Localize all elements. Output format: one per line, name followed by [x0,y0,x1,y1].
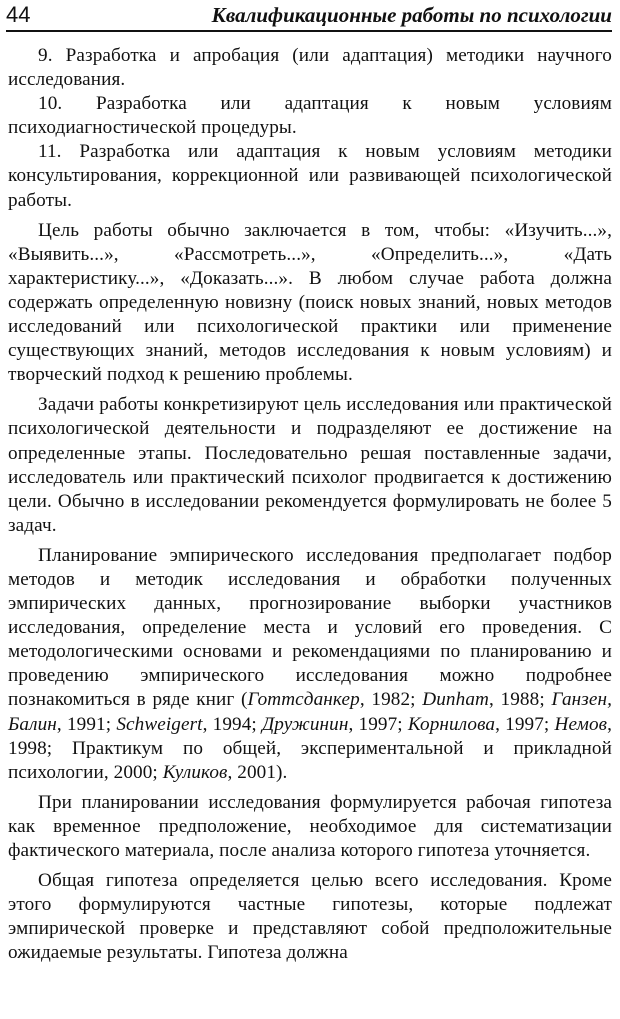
citation-author: Schweigert [116,713,203,735]
text-run: , 1991; [56,713,117,735]
text-run: Задачи работы конкретизируют цель исследования или практической психологической деятельности и подразделяют ее достижение на определенные этапы. Последовательно решая поставленные задачи, исследователь или практический психолог продвигается к достижению цели. Обычно в исследовании рекомендуется формулировать не более 5 задач. [8,394,612,536]
running-title: Квалификационные работы по психологии [211,3,612,27]
body-text [8,44,612,965]
paragraph [8,92,612,140]
paragraph [8,869,612,965]
paragraph [8,219,612,388]
text-run: 10. Разработка или адаптация к новым условиям психодиагностической процедуры. [8,93,612,139]
paragraph [8,44,612,92]
text-run: , 2001). [227,761,288,783]
text-run: , 1998; Практикум по общей, экспериментальной и прикладной психологии, 2000; [8,713,612,783]
citation-author: Ганзен, Балин [8,689,613,735]
paragraph [8,544,612,785]
text-run: , 1997; [495,713,555,735]
text-run: Цель работы обычно заключается в том, чтобы: «Изучить...», «Выявить...», «Рассмотреть...», «Определить...», «Дать характеристику...», «Доказать...». В любом случае работа должна содержать определенную новизну (поиск новых знаний, новых методов исследований или психологической практики или применение существующих знаний, методов исследования к новым условиям) и творческий подход к решению проблемы. [8,219,612,386]
citation-author: Куликов [162,761,228,783]
text-run: Общая гипотеза определяется целью всего исследования. Кроме этого формулируются частные гипотезы, которые подлежат эмпирической проверке и представляют собой предположительные ожидаемые результаты. Гипотеза должна [8,870,612,964]
paragraph [8,393,612,538]
text-run: , 1982; [359,689,423,711]
citation-author: Корнилова [407,713,496,735]
page-number: 44 [6,2,31,27]
text-run: При планировании исследования формулируется рабочая гипотеза как временное предположение, необходимое для систематизации фактического материала, после анализа которого гипотеза уточняется. [8,791,612,861]
text-run: , 1994; [202,713,262,735]
text-run: Планирование эмпирического исследования предполагает подбор методов и методик исследования и обработки полученных эмпирических данных, прогнозирование выборки участников исследования, определение места и условий его проведения. С методологическими основами и рекомендациями по планированию и проведению эмпирического исследования можно подробнее познакомиться в ряде книг ( [8,544,612,711]
citation-author: Готтсданкер [247,689,360,711]
citation-author: Дружинин [262,713,349,735]
citation-author: Dunham [422,689,489,711]
page-header [6,0,612,32]
text-run: 11. Разработка или адаптация к новым условиям методики консультирования, коррекционной или развивающей психологической работы. [8,141,612,211]
paragraph [8,791,612,863]
paragraph [8,140,612,212]
citation-author: Немов [554,713,608,735]
text-run: , 1988; [488,689,552,711]
text-run: 9. Разработка и апробация (или адаптация) методики научного исследования. [8,45,612,91]
text-run: , 1997; [348,713,408,735]
